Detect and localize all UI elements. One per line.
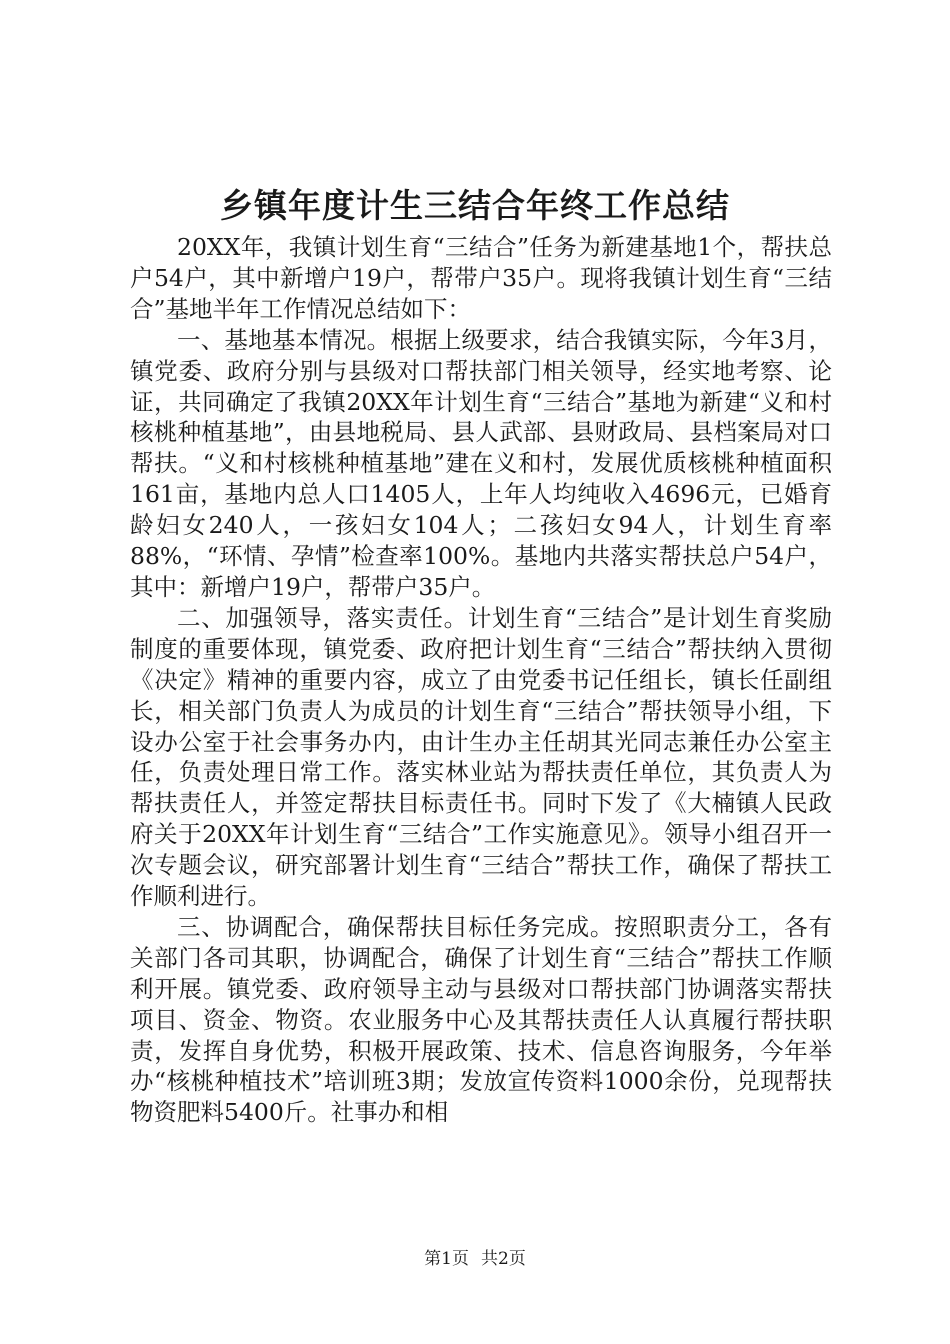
document-title: 乡镇年度计生三结合年终工作总结 [220, 186, 730, 225]
paragraph-intro: 20XX年，我镇计划生育“三结合”任务为新建基地1个，帮扶总户54户，其中新增户19户，帮带户35户。现将我镇计划生育“三结合”基地半年工作情况总结如下： [130, 233, 832, 323]
page-number: 第1页 [424, 1249, 469, 1269]
document-body [130, 232, 832, 1128]
paragraph-section-1: 一、基地基本情况。根据上级要求，结合我镇实际，今年3月，镇党委、政府分别与县级对口帮扶部门相关领导，经实地考察、论证，共同确定了我镇20XX年计划生育“三结合”基地为新建“义和村核桃种植基地”，由县地税局、县人武部、县财政局、县档案局对口帮扶。“义和村核桃种植基地”建在义和村，发展优质核桃种植面积161亩，基地内总人口1405人，上年人均纯收入4696元，已婚育龄妇女240人，一孩妇女104人；二孩妇女94人，计划生育率88%，“环情、孕情”检查率100%。基地内共落实帮扶总户54户，其中：新增户19户，帮带户35户。 [130, 325, 832, 601]
paragraph-section-3: 三、协调配合，确保帮扶目标任务完成。按照职责分工，各有关部门各司其职，协调配合，确保了计划生育“三结合”帮扶工作顺利开展。镇党委、政府领导主动与县级对口帮扶部门协调落实帮扶项目、资金、物资。农业服务中心及其帮扶责任人认真履行帮扶职责，发挥自身优势，积极开展政策、技术、信息咨询服务，今年举办“核桃种植技术”培训班3期；发放宣传资料1000余份，兑现帮扶物资肥料5400斤。社事办和相 [130, 912, 832, 1127]
page-total: 共2页 [481, 1249, 526, 1269]
paragraph-section-2: 二、加强领导，落实责任。计划生育“三结合”是计划生育奖励制度的重要体现，镇党委、政府把计划生育“三结合”帮扶纳入贯彻《决定》精神的重要内容，成立了由党委书记任组长，镇长任副组长，相关部门负责人为成员的计划生育“三结合”帮扶领导小组，下设办公室于社会事务办内，由计生办主任胡其光同志兼任办公室主任，负责处理日常工作。落实林业站为帮扶责任单位，其负责人为帮扶责任人，并签定帮扶目标责任书。同时下发了《大楠镇人民政府关于20XX年计划生育“三结合”工作实施意见》。领导小组召开一次专题会议，研究部署计划生育“三结合”帮扶工作，确保了帮扶工作顺利进行。 [130, 603, 832, 911]
page-footer [0, 1244, 950, 1269]
